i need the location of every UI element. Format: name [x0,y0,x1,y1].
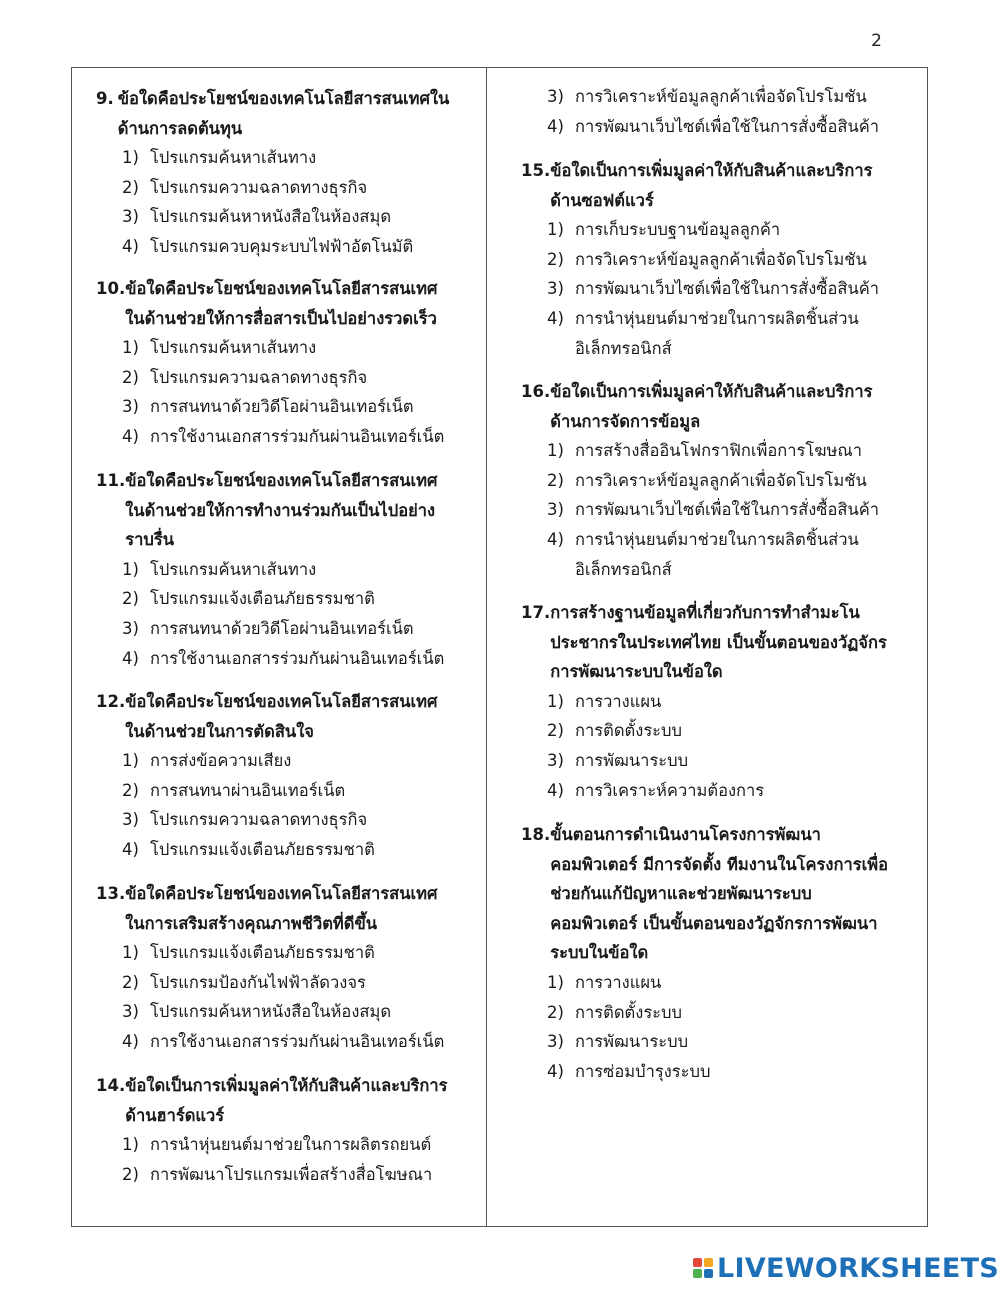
question-9 [96,84,456,262]
question-number: 18. [521,825,551,844]
question-number: 13. [96,884,126,903]
option-number: 3) [547,1032,564,1052]
option[interactable] [547,687,891,717]
option-text: การซ่อมบำรุงระบบ [575,1061,711,1081]
option[interactable] [547,968,891,998]
option-number: 4) [122,426,139,446]
option[interactable] [122,1130,456,1160]
question-15 [521,156,881,363]
worksheet-frame [71,67,928,1227]
question-text: ข้อใดคือประโยชน์ของเทคโนโลยีสารสนเทศในการเสริมสร้างคุณภาพชีวิตที่ดีขึ้น [125,884,438,933]
logo-square [693,1269,702,1278]
option-number: 3) [547,500,564,520]
option-text: การพัฒนาเว็บไซต์เพื่อใช้ในการสั่งซื้อสินค้า [575,279,880,299]
option-number: 1) [122,943,139,963]
question-number: 17. [521,603,551,622]
column-divider [486,68,487,1226]
option[interactable] [122,776,456,806]
option[interactable] [547,746,891,776]
question-16 [521,377,881,584]
option[interactable] [547,525,881,584]
option[interactable] [547,245,881,275]
option-number: 3) [122,810,139,830]
option[interactable] [547,304,881,363]
option[interactable] [122,584,456,614]
option-number: 1) [547,441,564,461]
question-13 [96,879,456,1057]
option-number: 1) [122,1135,139,1155]
option-text: การนำหุ่นยนต์มาช่วยในการผลิตรถยนต์ [150,1135,432,1155]
option-number: 4) [547,780,564,800]
option-text: การพัฒนาระบบ [575,750,689,770]
option-text: โปรแกรมค้นหาเส้นทาง [150,148,317,168]
option-text: การใช้งานเอกสารร่วมกันผ่านอินเทอร์เน็ต [150,648,445,668]
question-text: ข้อใดเป็นการเพิ่มมูลค่าให้กับสินค้าและบริการด้านการจัดการข้อมูล [550,382,873,431]
option-text: การพัฒนาเว็บไซต์เพื่อใช้ในการสั่งซื้อสินค้า [575,116,880,136]
option-text: การนำหุ่นยนต์มาช่วยในการผลิตชิ้นส่วนอิเล็กทรอนิกส์ [575,529,859,579]
option[interactable] [122,968,456,998]
option[interactable] [547,215,881,245]
question-number: 15. [521,161,551,180]
question-title [96,466,456,555]
option[interactable] [122,363,456,393]
option-number: 3) [122,207,139,227]
option-text: โปรแกรมความฉลาดทางธุรกิจ [150,810,368,830]
liveworksheets-logo[interactable] [693,1252,999,1284]
option-number: 2) [547,249,564,269]
question-text: ข้อใดคือประโยชน์ของเทคโนโลยีสารสนเทศในด้านช่วยให้การสื่อสารเป็นไปอย่างรวดเร็ว [125,279,438,328]
option-text: การพัฒนาเว็บไซต์เพื่อใช้ในการสั่งซื้อสินค้า [575,500,880,520]
option-text: การส่งข้อความเสียง [150,751,292,771]
option-number: 4) [547,308,564,328]
question-number: 14. [96,1076,126,1095]
option-number: 3) [122,618,139,638]
question-text: การสร้างฐานข้อมูลที่เกี่ยวกับการทำสำมะโนประชากรในประเทศไทย เป็นขั้นตอนของวัฏจักรการพัฒนาระบบในข้อใด [550,603,887,682]
question-12 [96,687,456,865]
option[interactable] [547,436,881,466]
option-number: 2) [547,1002,564,1022]
option[interactable] [122,614,456,644]
option[interactable] [122,746,456,776]
option-number: 3) [547,279,564,299]
option-number: 4) [122,648,139,668]
option[interactable] [547,716,891,746]
option-text: โปรแกรมค้นหาหนังสือในห้องสมุด [150,1002,392,1022]
option-text: การเก็บระบบฐานข้อมูลลูกค้า [575,220,781,240]
option[interactable] [122,805,456,835]
option-text: โปรแกรมควบคุมระบบไฟฟ้าอัตโนมัติ [150,236,414,256]
option-number: 4) [122,1031,139,1051]
option-text: การพัฒนาโปรแกรมเพื่อสร้างสื่อโฆษณา [150,1164,433,1184]
option-number: 1) [122,338,139,358]
question-number: 10. [96,279,126,298]
option-text: การพัฒนาระบบ [575,1032,689,1052]
logo-text: LIVEWORKSHEETS [717,1252,1000,1284]
question-10 [96,274,456,452]
option-text: การวางแผน [575,691,662,711]
question-17 [521,598,891,805]
logo-square [693,1258,702,1267]
logo-square [704,1258,713,1267]
option-number: 4) [547,116,564,136]
option[interactable] [547,112,917,142]
option-number: 1) [122,751,139,771]
option[interactable] [122,143,456,173]
option-text: การสนทนาผ่านอินเทอร์เน็ต [150,780,346,800]
option-text: การติดตั้งระบบ [575,1002,682,1022]
question-14 [96,1071,456,1189]
option-text: การสนทนาด้วยวิดีโอผ่านอินเทอร์เน็ต [150,397,414,417]
option-number: 2) [547,470,564,490]
question-text: ข้อใดเป็นการเพิ่มมูลค่าให้กับสินค้าและบริการด้านฮาร์ดแวร์ [125,1076,448,1125]
option-number: 2) [547,721,564,741]
question-number: 16. [521,382,551,401]
option[interactable] [547,274,881,304]
question-title [521,377,881,436]
question-18 [521,820,891,1086]
option-text: โปรแกรมค้นหาเส้นทาง [150,338,317,358]
option-number: 1) [122,148,139,168]
option-text: การนำหุ่นยนต์มาช่วยในการผลิตชิ้นส่วนอิเล็กทรอนิกส์ [575,308,859,358]
option-number: 4) [122,236,139,256]
option-text: การใช้งานเอกสารร่วมกันผ่านอินเทอร์เน็ต [150,1031,445,1051]
option-text: การวิเคราะห์ข้อมูลลูกค้าเพื่อจัดโปรโมชัน [575,249,867,269]
question-title [96,687,456,746]
option[interactable] [547,82,917,112]
logo-mark-icon [693,1258,713,1278]
question-text: ข้อใดคือประโยชน์ของเทคโนโลยีสารสนเทศในด้านช่วยในการตัดสินใจ [125,692,438,741]
option[interactable] [122,173,456,203]
question-14-continued [547,82,917,141]
option[interactable] [122,644,456,674]
option-number: 4) [122,839,139,859]
option-number: 1) [547,691,564,711]
option-number: 2) [122,177,139,197]
option[interactable] [547,1057,891,1087]
option[interactable] [122,422,456,452]
option-text: โปรแกรมแจ้งเตือนภัยธรรมชาติ [150,943,375,963]
option[interactable] [122,392,456,422]
question-title [96,274,456,333]
option[interactable] [122,1027,456,1057]
option[interactable] [122,232,456,262]
option-text: การใช้งานเอกสารร่วมกันผ่านอินเทอร์เน็ต [150,426,445,446]
question-number: 9. [96,89,114,108]
page-number: 2 [871,31,882,51]
question-text: ขั้นตอนการดำเนินงานโครงการพัฒนาคอมพิวเตอร์ มีการจัดตั้ง ทีมงานในโครงการเพื่อช่วยกันแก้ปัญหาและช่วยพัฒนาระบบคอมพิวเตอร์ เป็นขั้นตอนของวัฏจักรการพัฒนาระบบในข้อใด [550,825,889,963]
logo-square [704,1269,713,1278]
question-number: 12. [96,692,126,711]
option-number: 1) [547,972,564,992]
option-text: การติดตั้งระบบ [575,721,682,741]
option-number: 1) [547,220,564,240]
option[interactable] [122,938,456,968]
option-number: 2) [122,972,139,992]
option[interactable] [547,495,881,525]
option-text: โปรแกรมแจ้งเตือนภัยธรรมชาติ [150,589,375,609]
option-text: โปรแกรมความฉลาดทางธุรกิจ [150,367,368,387]
option-number: 2) [122,367,139,387]
question-title [96,879,456,938]
option-number: 2) [122,780,139,800]
option-text: โปรแกรมค้นหาหนังสือในห้องสมุด [150,207,392,227]
option[interactable] [122,997,456,1027]
option[interactable] [547,776,891,806]
option-number: 3) [122,1002,139,1022]
option[interactable] [122,835,456,865]
option-text: โปรแกรมป้องกันไฟฟ้าลัดวงจร [150,972,366,992]
option-number: 2) [122,1164,139,1184]
question-11 [96,466,456,673]
question-number: 11. [96,471,126,490]
option[interactable] [122,333,456,363]
option[interactable] [547,1027,891,1057]
option-number: 2) [122,589,139,609]
option[interactable] [122,555,456,585]
option[interactable] [122,202,456,232]
question-title [521,598,891,687]
option[interactable] [547,466,881,496]
option-text: การวิเคราะห์ข้อมูลลูกค้าเพื่อจัดโปรโมชัน [575,470,867,490]
option-text: การวิเคราะห์ความต้องการ [575,780,765,800]
question-title [96,1071,456,1130]
option[interactable] [122,1160,456,1190]
option-text: โปรแกรมความฉลาดทางธุรกิจ [150,177,368,197]
option-text: โปรแกรมแจ้งเตือนภัยธรรมชาติ [150,839,375,859]
option-text: การสนทนาด้วยวิดีโอผ่านอินเทอร์เน็ต [150,618,414,638]
question-text: ข้อใดคือประโยชน์ของเทคโนโลยีสารสนเทศในด้านช่วยให้การทำงานร่วมกันเป็นไปอย่างราบรื่น [125,471,438,550]
option-text: การวางแผน [575,972,662,992]
question-title [521,156,881,215]
option[interactable] [547,998,891,1028]
option-text: การวิเคราะห์ข้อมูลลูกค้าเพื่อจัดโปรโมชัน [575,87,867,106]
option-number: 3) [547,750,564,770]
option-number: 4) [547,529,564,549]
option-text: การสร้างสื่ออินโฟกราฟิกเพื่อการโฆษณา [575,441,862,461]
question-title [96,84,456,143]
question-text: ข้อใดเป็นการเพิ่มมูลค่าให้กับสินค้าและบริการด้านซอฟต์แวร์ [550,161,873,210]
option-number: 4) [547,1061,564,1081]
option-number: 3) [122,397,139,417]
question-text: ข้อใดคือประโยชน์ของเทคโนโลยีสารสนเทศในด้านการลดต้นทุน [117,89,450,138]
option-number: 3) [547,87,564,106]
option-number: 1) [122,559,139,579]
option-text: โปรแกรมค้นหาเส้นทาง [150,559,317,579]
question-title [521,820,891,968]
